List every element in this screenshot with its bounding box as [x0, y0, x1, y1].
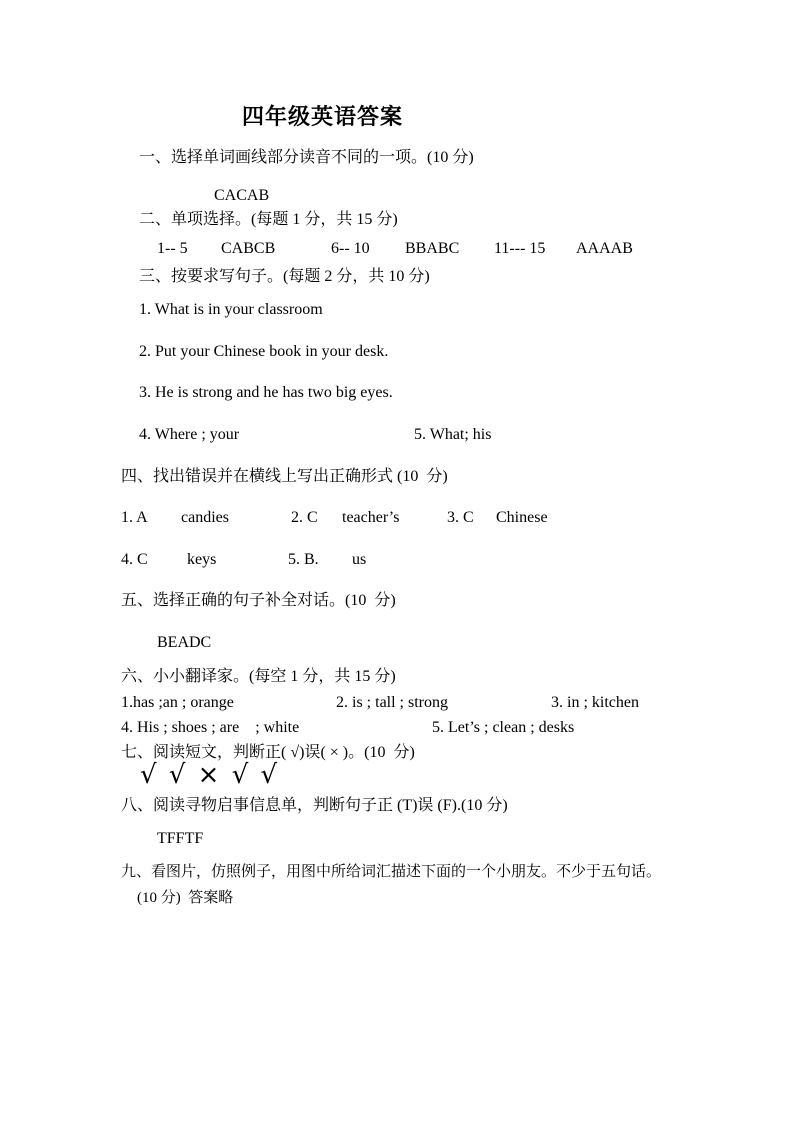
section-4-item-4-word: keys — [187, 551, 217, 568]
section-6-item-5: 5. Let’s ; clean ; desks — [432, 719, 575, 736]
section-3-item-2: 2. Put your Chinese book in your desk. — [139, 343, 389, 360]
section-9-heading: 九、看图片，仿照例子，用图中所给词汇描述下面的一个小朋友。不少于五句话。 — [121, 864, 662, 880]
section-3-item-1: 1. What is in your classroom — [139, 301, 323, 318]
section-2-answer-3: AAAAB — [576, 240, 633, 257]
section-4-item-1-word: candies — [181, 509, 229, 526]
section-5-answer: BEADC — [157, 634, 212, 651]
section-2-answer-2: BBABC — [405, 240, 460, 257]
section-7-heading: 七、阅读短文，判断正( √)误( × )。(10 分) — [121, 744, 415, 761]
section-4-item-1-num: 1. A — [121, 509, 148, 526]
section-4-heading: 四、找出错误并在横线上写出正确形式 (10 分) — [121, 468, 448, 485]
section-4-item-5-num: 5. B. — [288, 551, 319, 568]
section-6-item-1: 1.has ;an ; orange — [121, 694, 234, 711]
section-5-heading: 五、选择正确的句子补全对话。(10 分) — [121, 592, 396, 609]
section-7-check-marks: √ √ × √ √ — [140, 760, 280, 790]
section-4-item-2-word: teacher’s — [342, 509, 400, 526]
section-2-range-1: 1-- 5 — [157, 240, 188, 257]
section-4-item-5-word: us — [352, 551, 367, 568]
section-2-answer-1: CABCB — [221, 240, 276, 257]
section-9-note: (10 分) 答案略 — [137, 890, 234, 906]
section-4-item-2-num: 2. C — [291, 509, 318, 526]
section-4-item-3-num: 3. C — [447, 509, 474, 526]
section-3-item-5: 5. What; his — [414, 426, 492, 443]
section-6-item-4: 4. His ; shoes ; are ; white — [121, 719, 300, 736]
section-6-item-3: 3. in ; kitchen — [551, 694, 639, 711]
section-3-item-3: 3. He is strong and he has two big eyes. — [139, 384, 393, 401]
section-6-item-2: 2. is ; tall ; strong — [336, 694, 448, 711]
section-1-answer: CACAB — [214, 187, 270, 204]
section-4-item-3-word: Chinese — [496, 509, 548, 526]
section-4-item-4-num: 4. C — [121, 551, 148, 568]
section-8-answer: TFFTF — [157, 830, 204, 847]
section-2-heading: 二、单项选择。(每题 1 分，共 15 分) — [139, 211, 398, 228]
section-6-heading: 六、小小翻译家。(每空 1 分，共 15 分) — [121, 668, 396, 685]
section-2-range-2: 6-- 10 — [331, 240, 370, 257]
section-3-heading: 三、按要求写句子。(每题 2 分，共 10 分) — [139, 268, 430, 285]
section-2-range-3: 11--- 15 — [494, 240, 546, 257]
page-title: 四年级英语答案 — [242, 104, 404, 129]
section-8-heading: 八、阅读寻物启事信息单，判断句子正 (T)误 (F).(10 分) — [121, 797, 508, 814]
section-3-item-4: 4. Where ; your — [139, 426, 240, 443]
section-1-heading: 一、选择单词画线部分读音不同的一项。(10 分) — [139, 149, 474, 166]
